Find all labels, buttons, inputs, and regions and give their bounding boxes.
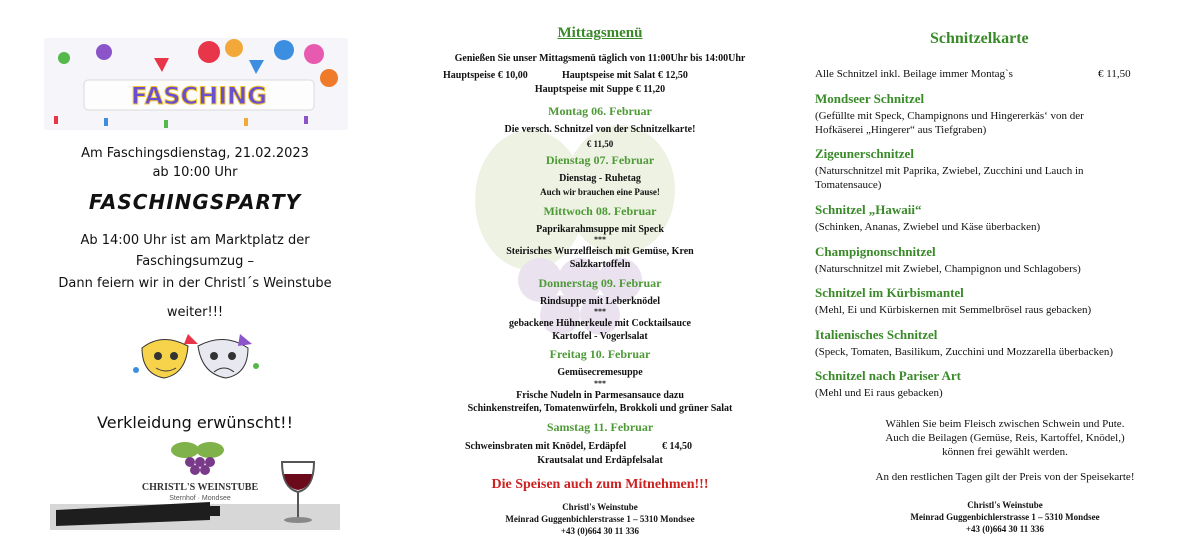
price-soup: Hauptspeise mit Suppe € 11,20: [534, 84, 666, 95]
banner-text: FASCHING: [131, 82, 267, 110]
menu-line: Kartoffel - Vogerlsalat: [552, 331, 648, 342]
price-salad: Hauptspeise mit Salat € 12,50: [562, 70, 688, 81]
carnival-masks-icon: [128, 330, 262, 386]
menu-line: Frische Nudeln in Parmesansauce dazu: [516, 390, 684, 401]
menu-separator: ***: [594, 307, 606, 316]
footer-line: Christl's Weinstube: [967, 500, 1043, 510]
schnitzel-desc: (Naturschnitzel mit Zwiebel, Champignon und Schlagobers): [815, 263, 1081, 275]
lunch-menu: [390, 0, 810, 559]
menu-line: Rindsuppe mit Leberknödel: [539, 296, 661, 307]
footer-line: Meinrad Guggenbichlerstrasse 1 – 5310 Mondsee: [505, 514, 695, 524]
schnitzel-name: Italienisches Schnitzel: [815, 327, 938, 342]
party-body-line: weiter!!!: [166, 305, 224, 320]
day-heading: Montag 06. Februar: [548, 104, 652, 118]
party-time: ab 10:00 Uhr: [152, 165, 238, 180]
schnitzel-name: Schnitzel im Kürbismantel: [815, 285, 964, 300]
schnitzel-desc: (Speck, Tomaten, Basilikum, Zucchini und Mozzarella überbacken): [815, 346, 1114, 358]
schnitzel-menu: [810, 0, 1200, 559]
footer-line: +43 (0)664 30 11 336: [965, 524, 1045, 534]
schnitzel-name: Schnitzel „Hawaii“: [815, 202, 922, 217]
choice-note: Wählen Sie beim Fleisch zwischen Schwein und Pute.: [885, 418, 1125, 430]
rest-note: An den restlichen Tagen gilt der Preis von der Speisekarte!: [875, 471, 1135, 483]
choice-note: Auch die Beilagen (Gemüse, Reis, Kartoffel, Knödel,): [885, 432, 1125, 444]
schnitzel-desc: (Mehl, Ei und Kürbiskernen mit Semmelbrösel raus gebacken): [815, 304, 1092, 316]
party-body-line: Ab 14:00 Uhr ist am Marktplatz der: [80, 233, 310, 248]
takeaway-note: Die Speisen auch zum Mitnehmen!!!: [491, 477, 709, 492]
logo-sub: Sternhof · Mondsee: [169, 495, 231, 502]
schnitzel-title: Schnitzelkarte: [930, 30, 1029, 47]
weinstube-logo-image: [50, 440, 340, 530]
costume-note: Verkleidung erwünscht!!: [97, 413, 293, 432]
price-main: Hauptspeise € 10,00: [443, 70, 528, 81]
monday-note: Alle Schnitzel inkl. Beilage immer Montag`s: [815, 68, 1013, 80]
party-date: Am Faschingsdienstag, 21.02.2023: [81, 146, 309, 161]
schnitzel-desc: (Gefüllte mit Speck, Champignons und Hingererkäs‘ von der: [815, 110, 1084, 122]
footer-line: Meinrad Guggenbichlerstrasse 1 – 5310 Mondsee: [910, 512, 1100, 522]
menu-line: Salzkartoffeln: [569, 259, 631, 270]
menu-line: Schinkenstreifen, Tomatenwürfeln, Brokkoli und grüner Salat: [467, 403, 733, 414]
party-body-line: Faschingsumzug –: [135, 254, 255, 269]
fasching-banner-image: [44, 38, 348, 130]
day-heading: Donnerstag 09. Februar: [538, 276, 662, 290]
menu-line: Krautsalat und Erdäpfelsalat: [537, 455, 663, 466]
schnitzel-name: Champignonschnitzel: [815, 244, 936, 259]
schnitzel-desc: (Mehl und Ei raus gebacken): [815, 387, 943, 399]
day-heading: Dienstag 07. Februar: [545, 153, 655, 167]
logo-name: CHRISTL'S WEINSTUBE: [141, 482, 259, 493]
choice-note: können frei gewählt werden.: [942, 446, 1068, 458]
schnitzel-name: Zigeunerschnitzel: [815, 146, 914, 161]
menu-line: € 11,50: [586, 139, 614, 149]
monday-price: € 11,50: [1098, 68, 1131, 80]
schnitzel-desc: (Schinken, Ananas, Zwiebel und Käse überbacken): [815, 221, 1041, 233]
menu-line: Steirisches Wurzelfleisch mit Gemüse, Kren: [506, 246, 694, 257]
menu-intro: Genießen Sie unser Mittagsmenü täglich von 11:00Uhr bis 14:00Uhr: [454, 53, 746, 64]
menu-line: Dienstag - Ruhetag: [559, 173, 641, 184]
menu-separator: ***: [594, 379, 606, 388]
footer-line: +43 (0)664 30 11 336: [560, 526, 640, 536]
menu-line: Gemüsecremesuppe: [557, 367, 643, 378]
party-title: FASCHINGSPARTY: [88, 190, 302, 214]
menu-separator: ***: [594, 235, 606, 244]
menu-line: Auch wir brauchen eine Pause!: [540, 187, 660, 197]
menu-line: Paprikarahmsuppe mit Speck: [536, 224, 664, 235]
menu-line: gebackene Hühnerkeule mit Cocktailsauce: [509, 318, 691, 329]
menu-title: Mittagsmenü: [557, 25, 643, 41]
fasching-flyer: [0, 0, 390, 559]
day-heading: Samstag 11. Februar: [546, 420, 654, 434]
schnitzel-name: Mondseer Schnitzel: [815, 91, 925, 106]
day-heading: Freitag 10. Februar: [549, 347, 651, 361]
schnitzel-name: Schnitzel nach Pariser Art: [815, 368, 961, 383]
party-body-line: Dann feiern wir in der Christl´s Weinstube: [58, 276, 332, 291]
schnitzel-desc: Tomatensauce): [815, 179, 882, 191]
menu-line: Schweinsbraten mit Knödel, Erdäpfel: [465, 441, 627, 452]
menu-price: € 14,50: [662, 441, 692, 452]
schnitzel-desc: (Naturschnitzel mit Paprika, Zwiebel, Zucchini und Lauch in: [815, 165, 1084, 177]
menu-line: Die versch. Schnitzel von der Schnitzelkarte!: [504, 124, 696, 135]
schnitzel-desc: Hofkäserei „Hingerer“ aus Tiefgraben): [815, 124, 987, 136]
footer-line: Christl's Weinstube: [562, 502, 638, 512]
day-heading: Mittwoch 08. Februar: [543, 204, 657, 218]
